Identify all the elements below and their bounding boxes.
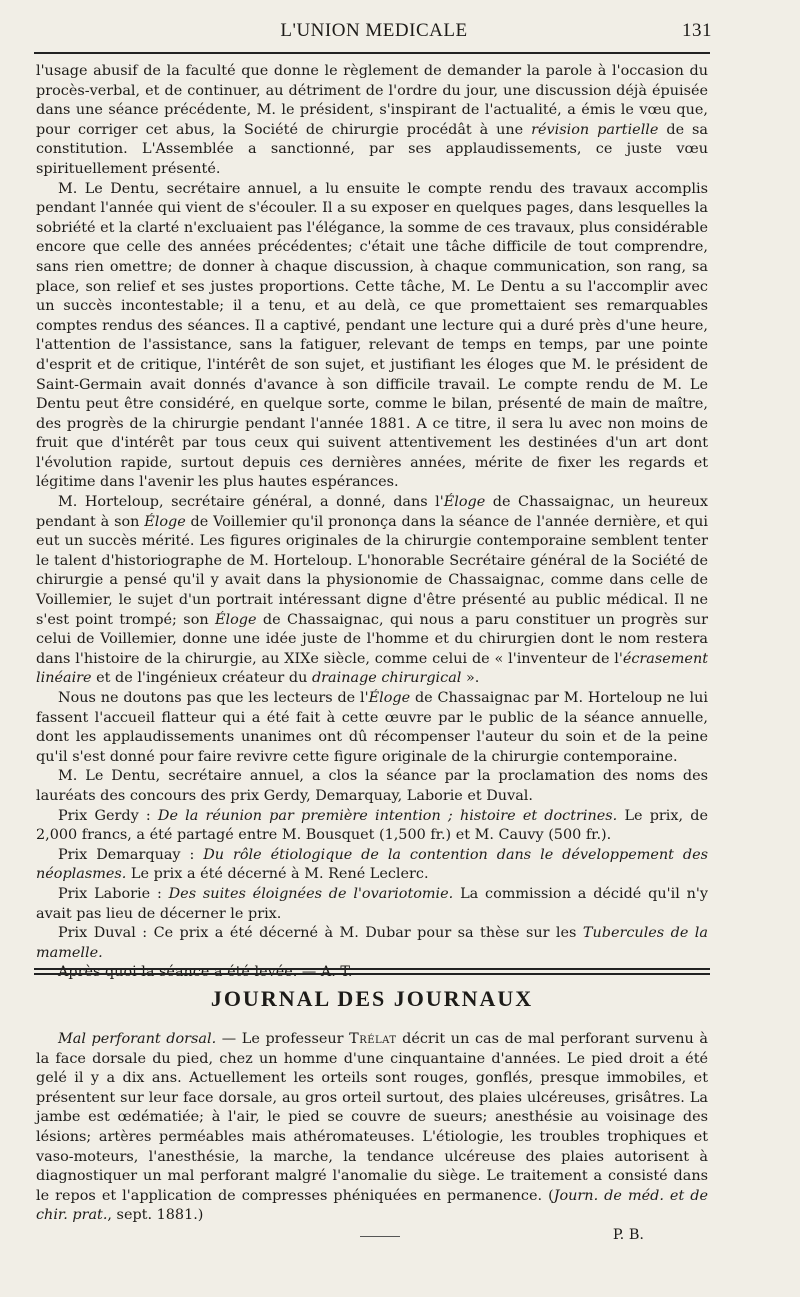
text-run: La commission a décidé qu'il n'y avait pas lieu de décerner le prix. (36, 885, 708, 922)
text-run: M. Le Dentu, secrétaire annuel, a clos la séance par la proclamation des noms des lauréats des concours des prix Gerdy, Demarquay, Laborie et Duval. (36, 768, 708, 804)
text-run: Le prix, de 2,000 francs, a été partagé entre M. Bousquet (1,500 fr.) et M. Cauvy (500 fr.). (36, 807, 708, 844)
text-run: de sa constitution. L'Assemblée a sanctionné, par ses applaudissements, ce juste vœu spirituellement présenté. (36, 121, 708, 177)
text-run: de Chassaignac par M. Horteloup ne lui fassent l'accueil flatteur qui a été fait à cette œuvre par le public de la séance annuelle, dont les applaudissements unanimes ont dû récompenser l'auteur du soin et de la peine qu'il s'est donné pour faire revivre cette figure originale de la chirurgie contemporaine. (36, 690, 708, 765)
header-rule (34, 52, 710, 54)
paragraph (36, 807, 708, 846)
italic-text: révision partielle (531, 121, 659, 138)
running-header (36, 18, 712, 48)
journal-title: L'UNION MEDICALE (280, 20, 468, 41)
text-run: Prix Laborie : (58, 885, 169, 902)
italic-text: Du rôle étiologique de la contention dans le développement des néoplasmes. (36, 846, 708, 883)
article-body (36, 62, 708, 983)
italic-text: Éloge (368, 690, 411, 706)
text-run: l'usage abusif de la faculté que donne le règlement de demander la parole à l'occasion du procès-verbal, et de continuer, au détriment de l'ordre du jour, une discussion déjà épuisée dans une séance précédente, M. le président, s'inspirant de l'actualité, a émis le vœu que, pour corriger cet abus, la Société de chirurgie procédât à une (36, 63, 708, 138)
journal-section-body (36, 1030, 708, 1246)
italic-text: Éloge (215, 611, 257, 628)
text-run: M. Le Dentu, secrétaire annuel, a lu ensuite le compte rendu des travaux accomplis pendant l'année qui vient de s'écouler. Il a su exposer en quelques pages, dans lesquelles la sobriété et la clarté n'excluaient pas l'élégance, la somme de ces travaux, plus considérable encore que celle des années précédentes; c'était une tâche difficile de tout comprendre, sans rien omettre; de donner à chaque discussion, à chaque communication, son rang, sa place, son relief et ses justes proportions. Cette tâche, M. Le Dentu a su l'accomplir avec un succès incontestable; il a tenu, et au delà, ce que promettaient ses remarquables comptes rendus des séances. Il a captivé, pendant une lecture qui a duré près d'une heure, l'attention de l'assistance, sans la fatiguer, relevant de temps en temps, par une pointe d'esprit et de critique, l'intérêt de son sujet, et justifiant les éloges que M. le président de Saint-Germain avait donnés d'avance à son difficile travail. Le compte rendu de M. Le Dentu peut être considéré, en quelque sorte, comme le bilan, présenté de main de maître, des progrès de la chirurgie pendant l'année 1881. A ce titre, il sera lu avec non moins de fruit que d'intérêt par tous ceux qui suivent attentivement les destinées d'un art dont l'évolution rapide, surtout depuis ces dernières années, mérite de fixer les regards et légitime dans l'avenir les plus hautes espérances. (36, 180, 708, 491)
paragraph (36, 885, 708, 924)
italic-text: Journ. de méd. et de chir. prat. (36, 1187, 708, 1224)
text-run: , sept. 1881.) (107, 1207, 204, 1224)
text-run: Le prix a été décerné à M. René Leclerc. (126, 866, 429, 883)
signature: P. B. (612, 1226, 644, 1243)
italic-text: drainage chirurgical (311, 670, 462, 687)
italic-text: Tubercules de la mamelle. (36, 925, 708, 961)
text-run: Nous ne doutons pas que les lecteurs de l' (58, 690, 369, 706)
text-run: de Chassaignac, un heureux pendant à son (36, 494, 709, 530)
italic-text: Éloge (443, 494, 486, 511)
italic-text: Mal perforant dorsal. (58, 1031, 217, 1047)
text-run: Prix Gerdy : (58, 807, 158, 824)
paragraph (36, 62, 708, 180)
italic-text: De la réunion par première intention ; histoire et doctrines. (157, 807, 618, 824)
paragraph (36, 689, 708, 767)
paragraph (36, 1030, 708, 1226)
paragraph (36, 924, 708, 963)
paragraph (36, 180, 708, 494)
text-run: décrit un cas de mal perforant survenu à la face dorsale du pied, chez un homme d'une cinquantaine d'années. Le pied droit a été gelé il y a dix ans. Actuellement les orteils sont rouges, gonflés, presque immobiles, et présentent sur leur face dorsale, au gros orteil surtout, des plaies ulcéreuses, grisâtres. La jambe est œdématiée; à l'air, le pied se couvre de sueurs; anesthésie au voisinage des lésions; artères perméables mais athéromateuses. L'étiologie, les troubles trophiques et vaso-moteurs, l'anesthésie, la marche, la tendance ulcéreuse des plaies autorisent à diagnostiquer un mal perforant malgré l'anomalie du siège. Le traitement a consisté dans le repos et l'application de compresses phéniquées en permanence. ( (36, 1031, 709, 1204)
text-run: Prix Demarquay : (58, 846, 204, 863)
italic-text: écrasement linéaire (36, 650, 708, 687)
page-number: 131 (682, 20, 712, 41)
text-run: de Chassaignac, qui nous a paru constituer un progrès sur celui de Voillemier, donne une idée juste de l'homme et du chirurgien dont le nom restera dans l'histoire de la chirurgie, au XIXe siècle, comme celui de « l'inventeur de l' (36, 611, 708, 667)
text-run: et de l'ingénieux créateur du (91, 670, 312, 687)
end-rule (360, 1236, 400, 1237)
text-run: Prix Duval : Ce prix a été décerné à M. Dubar pour sa thèse sur les (58, 925, 583, 942)
paragraph (36, 846, 708, 885)
italic-text: Éloge (144, 513, 186, 530)
text-run: — Le professeur (216, 1031, 350, 1047)
paragraph (36, 493, 708, 689)
section-title: JOURNAL DES JOURNAUX (210, 986, 534, 1011)
text-run: Trélat (349, 1031, 397, 1047)
section-separator (34, 968, 710, 978)
paragraph (36, 767, 708, 806)
text-run: M. Horteloup, secrétaire général, a donné, dans l' (58, 494, 444, 511)
text-run: de Voillemier qu'il prononça dans la séance de l'année dernière, et qui eut un succès mérité. Les figures originales de la chirurgie contemporaine semblent tenter le talent d'historiographe de M. Horteloup. L'honorable Secrétaire général de la Société de chirurgie a pensé qu'il y avait dans la physionomie de Chassaignac, comme dans celle de Voillemier, le sujet d'un portrait intéressant digne d'être présenté au public médical. Il ne s'est point trompé; son (36, 513, 708, 628)
italic-text: Des suites éloignées de l'ovariotomie. (168, 885, 454, 902)
text-run: ». (461, 670, 480, 687)
